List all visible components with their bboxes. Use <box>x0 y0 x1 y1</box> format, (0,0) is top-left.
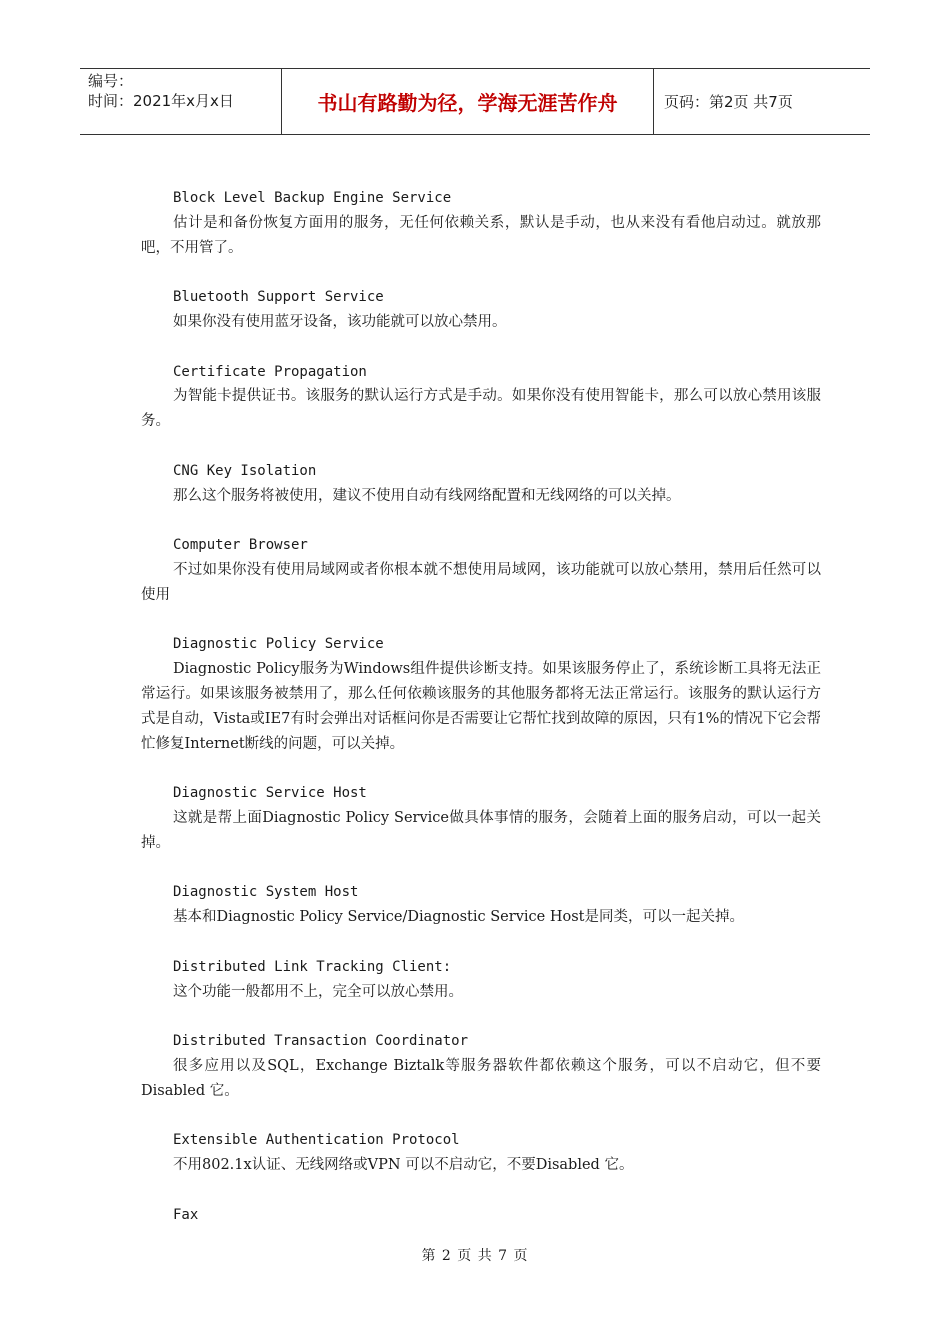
service-entry <box>141 533 821 607</box>
service-description: 基本和Diagnostic Policy Service/Diagnostic Service Host是同类，可以一起关掉。 <box>173 909 744 926</box>
service-entry <box>141 459 821 509</box>
service-title: CNG Key Isolation <box>173 462 317 479</box>
document-number-label: 编号： <box>88 72 134 90</box>
service-title: Diagnostic Service Host <box>173 785 367 802</box>
service-title: Certificate Propagation <box>173 363 367 380</box>
service-description: 估计是和备份恢复方面用的服务，无任何依赖关系，默认是手动，也从来没有看他启动过。就放那吧，不用管了。 <box>141 214 821 256</box>
service-title: Fax <box>173 1206 199 1223</box>
service-description: 不过如果你没有使用局域网或者你根本就不想使用局域网，该功能就可以放心禁用，禁用后任然可以使用 <box>141 561 821 603</box>
service-description: 那么这个服务将被使用，建议不使用自动有线网络配置和无线网络的可以关掉。 <box>173 487 681 504</box>
service-title: Diagnostic Policy Service <box>173 636 384 653</box>
header-info-cell <box>80 69 282 134</box>
document-body <box>141 186 821 1252</box>
service-title: Distributed Transaction Coordinator <box>173 1033 469 1050</box>
service-entry <box>141 186 821 260</box>
service-entry <box>141 360 821 434</box>
service-entry <box>141 955 821 1005</box>
service-description: Diagnostic Policy服务为Windows组件提供诊断支持。如果该服务停止了，系统诊断工具将无法正常运行。如果该服务被禁用了，那么任何依赖该服务的其他服务都将无法正常运行。该服务的默认运行方式是自动，Vista或IE7有时会弹出对话框问你是否需要让它帮忙找到故障的原因，只有1%的情况下它会帮忙修复Internet断线的问题，可以关掉。 <box>141 661 821 752</box>
service-entry <box>141 1029 821 1103</box>
service-title: Block Level Backup Engine Service <box>173 190 452 206</box>
service-entry <box>141 781 821 855</box>
service-description: 很多应用以及SQL，Exchange Biztalk等服务器软件都依赖这个服务，可以不启动它，但不要Disabled 它。 <box>141 1057 821 1099</box>
page-header <box>80 68 870 135</box>
service-entry <box>141 285 821 335</box>
service-entry <box>141 1128 821 1178</box>
header-motto: 书山有路勤为径，学海无涯苦作舟 <box>282 69 654 134</box>
page-footer: 第 2 页 共 7 页 <box>421 1248 529 1264</box>
service-description: 这就是帮上面Diagnostic Policy Service做具体事情的服务，会随着上面的服务启动，可以一起关掉。 <box>141 809 821 851</box>
service-title: Diagnostic System Host <box>173 884 359 901</box>
service-entry <box>141 1203 821 1228</box>
service-description: 为智能卡提供证书。该服务的默认运行方式是手动。如果你没有使用智能卡，那么可以放心禁用该服务。 <box>141 388 821 430</box>
service-entry <box>141 632 821 756</box>
service-entry <box>141 880 821 930</box>
service-description: 这个功能一般都用不上，完全可以放心禁用。 <box>173 983 463 1000</box>
header-page-number: 页码：第2页 共7页 <box>664 93 793 111</box>
service-description: 不用802.1x认证、无线网络或VPN 可以不启动它，不要Disabled 它。 <box>173 1157 634 1174</box>
service-title: Extensible Authentication Protocol <box>173 1132 460 1149</box>
service-title: Bluetooth Support Service <box>173 289 384 306</box>
service-title: Computer Browser <box>173 537 308 554</box>
document-time-label: 时间：2021年x月x日 <box>88 92 234 110</box>
service-description: 如果你没有使用蓝牙设备，该功能就可以放心禁用。 <box>173 313 507 330</box>
service-title: Distributed Link Tracking Client: <box>173 958 452 975</box>
